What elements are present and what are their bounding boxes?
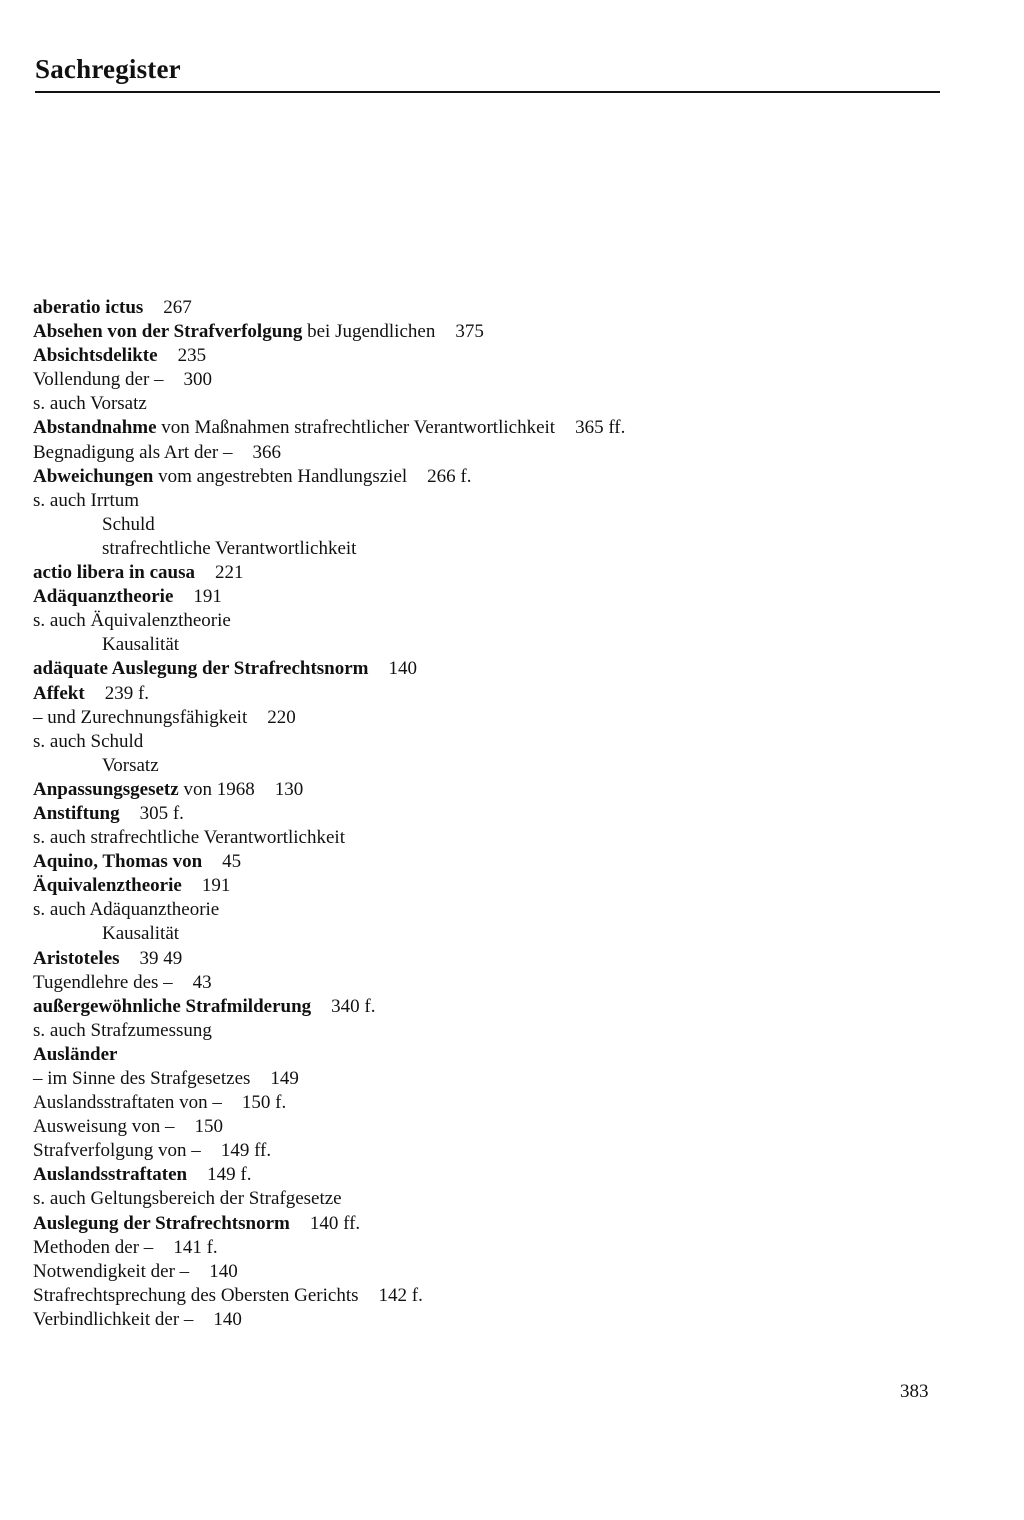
- entry-term: Äquivalenztheorie: [33, 875, 182, 897]
- index-entry: [33, 537, 933, 561]
- index-entry: [33, 1043, 933, 1067]
- entry-term: Abstandnahme: [33, 417, 157, 439]
- entry-pages: 43: [192, 971, 212, 993]
- entry-pages: 140: [209, 1260, 238, 1282]
- index-entry: [33, 922, 933, 946]
- entry-text: s. auch Äquivalenztheorie: [33, 610, 231, 632]
- entry-text: von 1968: [178, 778, 255, 800]
- entry-term: Auslegung der Strafrechtsnorm: [33, 1212, 290, 1234]
- index-entry: [33, 609, 933, 633]
- index-entry: [33, 1284, 933, 1308]
- entry-term: Abweichungen: [33, 465, 154, 487]
- entry-text: Verbindlichkeit der –: [33, 1308, 194, 1330]
- entry-term: Aquino, Thomas von: [33, 851, 203, 873]
- index-entry: [33, 947, 933, 971]
- entry-pages: 375: [455, 321, 484, 343]
- index-entry: [33, 1139, 933, 1163]
- index-entry: [33, 513, 933, 537]
- entry-pages: 150 f.: [241, 1092, 287, 1114]
- page-number: 383: [900, 1381, 929, 1402]
- entry-pages: 140: [213, 1308, 242, 1330]
- entry-pages: 140: [388, 658, 418, 680]
- entry-text: Methoden der –: [33, 1236, 154, 1258]
- entry-text: Vorsatz: [102, 754, 159, 776]
- title-rule: [35, 91, 940, 93]
- index-entry: [33, 416, 933, 440]
- entry-text: s. auch Vorsatz: [33, 393, 147, 415]
- entry-text: Kausalität: [102, 634, 180, 656]
- entry-text: Kausalität: [102, 923, 180, 945]
- entry-term: adäquate Auslegung der Strafrechtsnorm: [33, 658, 369, 680]
- entry-pages: 39 49: [139, 947, 183, 969]
- index-entry: [33, 1163, 933, 1187]
- entry-text: s. auch Geltungsbereich der Strafgesetze: [33, 1188, 342, 1210]
- entry-text: s. auch Adäquanztheorie: [33, 899, 220, 921]
- entry-pages: 141 f.: [173, 1236, 218, 1258]
- entry-text: von Maßnahmen strafrechtlicher Verantwortlichkeit: [156, 417, 556, 439]
- entry-pages: 149: [270, 1068, 299, 1089]
- entry-text: Auslandsstraftaten von –: [33, 1092, 222, 1114]
- index-entry: [33, 1308, 933, 1332]
- index-entry: [33, 995, 933, 1019]
- index-entry: [33, 368, 933, 392]
- index-entry: [33, 1091, 933, 1115]
- index-entry: [33, 1236, 933, 1260]
- index-entry: [33, 730, 933, 754]
- entry-text: Vollendung der –: [33, 369, 164, 391]
- entry-pages: 365 ff.: [575, 417, 626, 439]
- entry-text: vom angestrebten Handlungsziel: [153, 465, 408, 487]
- index-entry: [33, 826, 933, 850]
- entry-pages: 45: [222, 851, 242, 873]
- entry-text: s. auch strafrechtliche Verantwortlichkeit: [33, 827, 345, 849]
- entry-pages: 221: [215, 562, 244, 584]
- entry-pages: 300: [183, 369, 213, 391]
- index-entry: [33, 296, 933, 320]
- entry-pages: 149 f.: [207, 1164, 252, 1186]
- entry-text: bei Jugendlichen: [302, 321, 436, 343]
- index-entry: [33, 657, 933, 681]
- entry-pages: 266 f.: [427, 465, 472, 487]
- entry-term: Adäquanztheorie: [33, 586, 174, 608]
- index-entry: [33, 561, 933, 585]
- entry-pages: 142 f.: [378, 1284, 423, 1306]
- entry-pages: 149 ff.: [220, 1140, 272, 1162]
- entry-text: s. auch Schuld: [33, 730, 144, 752]
- entry-term: aberatio ictus: [33, 297, 144, 318]
- entry-text: – und Zurechnungsfähigkeit: [33, 706, 248, 728]
- entry-text: Ausweisung von –: [33, 1116, 175, 1138]
- index-entry: [33, 706, 933, 730]
- entry-pages: 140 ff.: [309, 1212, 361, 1234]
- index-entry: [33, 633, 933, 657]
- index-entry: [33, 441, 933, 465]
- entry-term: Absichtsdelikte: [33, 345, 158, 367]
- entry-pages: 267: [163, 297, 192, 318]
- index-entry: [33, 874, 933, 898]
- index-entry: [33, 971, 933, 995]
- entry-term: Anstiftung: [33, 802, 120, 824]
- index-entry: [33, 1019, 933, 1043]
- index-entry: [33, 1067, 933, 1091]
- entry-text: s. auch Strafzumessung: [33, 1019, 212, 1041]
- index-entry: [33, 1115, 933, 1139]
- index-entry: [33, 1187, 933, 1211]
- entry-text: Notwendigkeit der –: [33, 1260, 190, 1282]
- entry-term: Affekt: [33, 682, 85, 704]
- entry-term: Anpassungsgesetz: [33, 778, 179, 800]
- entry-term: Aristoteles: [33, 947, 120, 969]
- entry-pages: 239 f.: [104, 682, 150, 704]
- entry-text: strafrechtliche Verantwortlichkeit: [102, 537, 357, 559]
- index-entry: [33, 585, 933, 609]
- index-entry: [33, 802, 933, 826]
- index-list: [33, 296, 933, 1332]
- entry-text: – im Sinne des Strafgesetzes: [33, 1068, 251, 1089]
- entry-text: Strafrechtsprechung des Obersten Gerichts: [33, 1284, 359, 1306]
- entry-pages: 191: [201, 875, 231, 897]
- entry-pages: 340 f.: [331, 995, 376, 1017]
- entry-pages: 235: [177, 345, 207, 367]
- index-entry: [33, 320, 933, 344]
- entry-pages: 191: [193, 586, 222, 608]
- entry-term: Absehen von der Strafverfolgung: [33, 321, 303, 343]
- index-entry: [33, 344, 933, 368]
- entry-pages: 305 f.: [139, 802, 184, 824]
- entry-term: Auslandsstraftaten: [33, 1164, 188, 1186]
- index-entry: [33, 489, 933, 513]
- page-title: Sachregister: [35, 54, 181, 84]
- index-entry: [33, 392, 933, 416]
- entry-term: Ausländer: [33, 1043, 118, 1065]
- index-entry: [33, 778, 933, 802]
- entry-pages: 150: [194, 1116, 223, 1138]
- entry-text: Tugendlehre des –: [33, 971, 173, 993]
- entry-term: außergewöhnliche Strafmilderung: [33, 995, 312, 1017]
- entry-text: Schuld: [102, 513, 155, 535]
- entry-pages: 366: [252, 441, 281, 463]
- index-entry: [33, 1260, 933, 1284]
- index-entry: [33, 1212, 933, 1236]
- entry-term: actio libera in causa: [33, 562, 196, 584]
- entry-text: s. auch Irrtum: [33, 489, 140, 511]
- index-entry: [33, 898, 933, 922]
- index-entry: [33, 465, 933, 489]
- entry-pages: 130: [274, 778, 304, 800]
- entry-pages: 220: [267, 706, 296, 728]
- entry-text: Strafverfolgung von –: [33, 1140, 201, 1162]
- entry-text: Begnadigung als Art der –: [33, 441, 233, 463]
- index-entry: [33, 682, 933, 706]
- index-entry: [33, 754, 933, 778]
- index-entry: [33, 850, 933, 874]
